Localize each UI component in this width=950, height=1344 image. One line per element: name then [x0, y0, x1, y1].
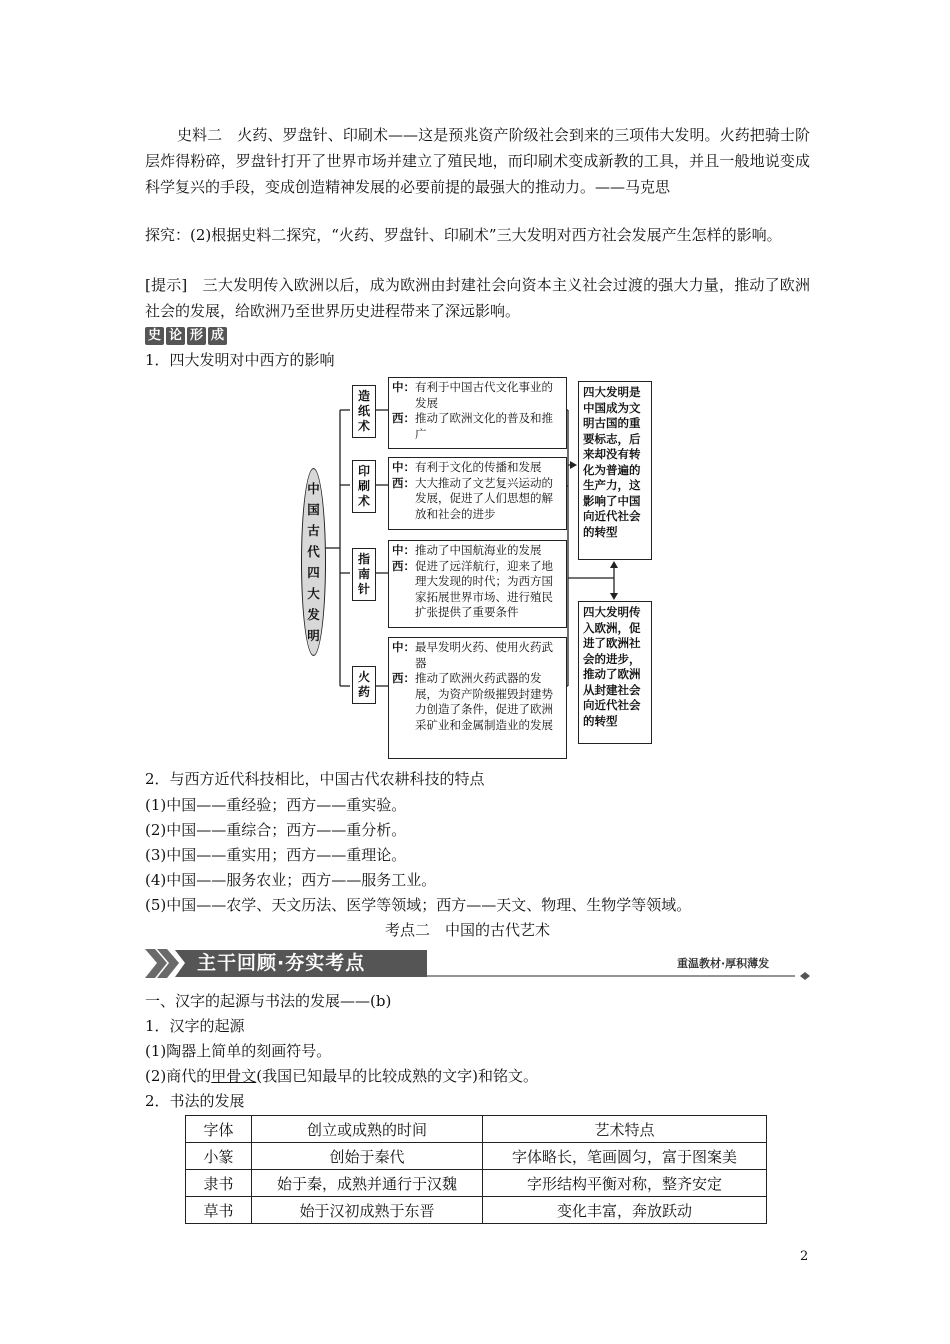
xi-key: 西： — [392, 411, 415, 425]
branch-paper-box — [388, 377, 567, 449]
branch-name-char: 刷 — [357, 479, 370, 493]
table-cell: 始于汉初成熟于东晋 — [252, 1197, 483, 1224]
branch-paper-name — [352, 385, 376, 438]
section-tag-char: 史 — [145, 327, 164, 345]
xi-text: 促进了远洋航行，迎来了地理大发现的时代；为西方国家拓展世界市场、进行殖民扩张提供了重要条件 — [415, 558, 553, 619]
diagram-root-char: 明 — [307, 628, 320, 643]
table-row — [186, 1170, 767, 1197]
kaodian2-title: 考点二 中国的古代艺术 — [385, 921, 551, 939]
branch-name-char: 指 — [357, 552, 370, 566]
diagram-root-char: 代 — [307, 544, 320, 559]
section1-title: 一、汉字的起源与书法的发展——(b) — [145, 992, 392, 1010]
section-tag-char: 形 — [187, 327, 206, 345]
p2-pre: (2)商代的 — [145, 1067, 212, 1085]
branch-printing-name — [352, 460, 376, 513]
item2-title: 2．与西方近代科技相比，中国古代农耕科技的特点 — [145, 770, 485, 788]
item2-point: (2)中国——重综合；西方——重分析。 — [145, 821, 407, 839]
branch-name-char: 药 — [357, 685, 370, 699]
conclusion-europe-box: 四大发明传入欧洲，促进了欧洲社会的进步，推动了欧洲从封建社会向近代社会的转型 — [578, 601, 652, 744]
item2-point: (1)中国——重经验；西方——重实验。 — [145, 796, 407, 814]
item2-point: (4)中国——服务农业；西方——服务工业。 — [145, 871, 437, 889]
table-cell: 变化丰富，奔放跃动 — [483, 1197, 767, 1224]
table-header-row — [186, 1116, 767, 1143]
branch-name-char: 造 — [357, 389, 370, 403]
branch-name-char: 纸 — [357, 404, 370, 418]
xi-text: 推动了欧洲文化的普及和推广 — [415, 411, 553, 441]
source2-paragraph: 史料二 火药、罗盘针、印刷术——这是预兆资产阶级社会到来的三项伟大发明。火药把骑士阶层炸得粉碎，罗盘针打开了世界市场并建立了殖民地，而印刷术变成新教的工具，并且一般地说变成科学复兴的手段，变成创造精神发展的必要前提的最强大的推动力。——马克思 — [145, 126, 810, 196]
branch-printing-box — [388, 457, 567, 530]
section1-p2 — [145, 1063, 538, 1089]
zhong-text: 推动了中国航海业的发展 — [415, 543, 542, 557]
branch-gunpowder-name — [352, 666, 376, 704]
table-header: 创立或成熟的时间 — [252, 1116, 483, 1143]
zhong-text: 最早发明火药、使用火药武器 — [415, 640, 553, 670]
zhong-key: 中： — [392, 640, 415, 654]
section1-p1: (1)陶器上简单的刻画符号。 — [145, 1042, 332, 1060]
section1-sub1: 1．汉字的起源 — [145, 1017, 245, 1035]
zhong-key: 中： — [392, 460, 415, 474]
explore-question: 探究：(2)根据史料二探究，“火药、罗盘针、印刷术”三大发明对西方社会发展产生怎样的影响。 — [145, 226, 782, 244]
table-cell: 小篆 — [186, 1143, 252, 1170]
branch-compass-name — [352, 548, 376, 601]
branch-name-char: 针 — [357, 582, 370, 596]
conclusion-china-box: 四大发明是中国成为文明古国的重要标志，后来却没有转化为普遍的生产力，这影响了中国向近代社会的转型 — [578, 381, 652, 560]
table-row — [186, 1143, 767, 1170]
page-number: 2 — [800, 1249, 809, 1264]
xi-key: 西： — [392, 671, 415, 685]
table-cell: 字体略长，笔画圆匀，富于图案美 — [483, 1143, 767, 1170]
table-cell: 隶书 — [186, 1170, 252, 1197]
diagram-root-char: 国 — [307, 502, 320, 517]
p2-post: (我国已知最早的比较成熟的文字)和铭文。 — [256, 1067, 538, 1085]
table-row — [186, 1197, 767, 1224]
branch-gunpowder-box — [388, 637, 567, 759]
table-cell: 草书 — [186, 1197, 252, 1224]
item2-point: (3)中国——重实用；西方——重理论。 — [145, 846, 407, 864]
branch-name-char: 印 — [357, 464, 370, 478]
branch-name-char: 术 — [357, 419, 370, 433]
xi-key: 西： — [392, 558, 415, 573]
diagram-root-char: 大 — [307, 586, 320, 601]
item1-title: 1．四大发明对中西方的影响 — [145, 351, 335, 369]
zhong-text: 有利于中国古代文化事业的发展 — [415, 380, 553, 410]
banner-subtitle: 重温教材·厚积薄发 — [677, 957, 770, 970]
table-header: 艺术特点 — [483, 1116, 767, 1143]
section-tag-char: 成 — [208, 327, 227, 345]
branch-name-char: 南 — [357, 567, 370, 581]
diagram-root-char: 发 — [307, 607, 320, 622]
hint-paragraph: [提示] 三大发明传入欧洲以后，成为欧洲由封建社会向资本主义社会过渡的强大力量，推动了欧洲社会的发展，给欧洲乃至世界历史进程带来了深远影响。 — [145, 276, 810, 320]
table-header: 字体 — [186, 1116, 252, 1143]
xi-text: 大大推动了文艺复兴运动的发展，促进了人们思想的解放和社会的进步 — [415, 475, 553, 521]
oracle-bone-term: 甲骨文 — [211, 1067, 257, 1085]
table-cell: 创始于秦代 — [252, 1143, 483, 1170]
zhong-key: 中： — [392, 380, 415, 394]
diagram-root-char: 四 — [307, 565, 320, 580]
xi-key: 西： — [392, 475, 415, 490]
diagram-root-char: 中 — [307, 481, 320, 496]
calligraphy-table — [185, 1115, 767, 1224]
zhong-key: 中： — [392, 543, 415, 557]
diagram-root-char: 古 — [307, 523, 320, 538]
banner-title: 主干回顾·夯实考点 — [197, 952, 366, 974]
section-banner — [145, 947, 813, 980]
table-cell: 始于秦，成熟并通行于汉魏 — [252, 1170, 483, 1197]
diagram-root-oval — [301, 468, 326, 656]
branch-name-char: 火 — [357, 670, 370, 684]
branch-name-char: 术 — [357, 494, 370, 508]
section-tag-char: 论 — [166, 327, 185, 345]
item2-point: (5)中国——农学、天文历法、医学等领域；西方——天文、物理、生物学等领域。 — [145, 896, 692, 914]
branch-compass-box — [388, 540, 567, 628]
section-tag — [145, 325, 229, 345]
table-cell: 字形结构平衡对称，整齐安定 — [483, 1170, 767, 1197]
zhong-text: 有利于文化的传播和发展 — [415, 460, 542, 474]
xi-text: 推动了欧洲火药武器的发展，为资产阶级摧毁封建势力创造了条件，促进了欧洲采矿业和金属制造业的发展 — [415, 671, 553, 732]
section1-sub2: 2．书法的发展 — [145, 1092, 245, 1110]
